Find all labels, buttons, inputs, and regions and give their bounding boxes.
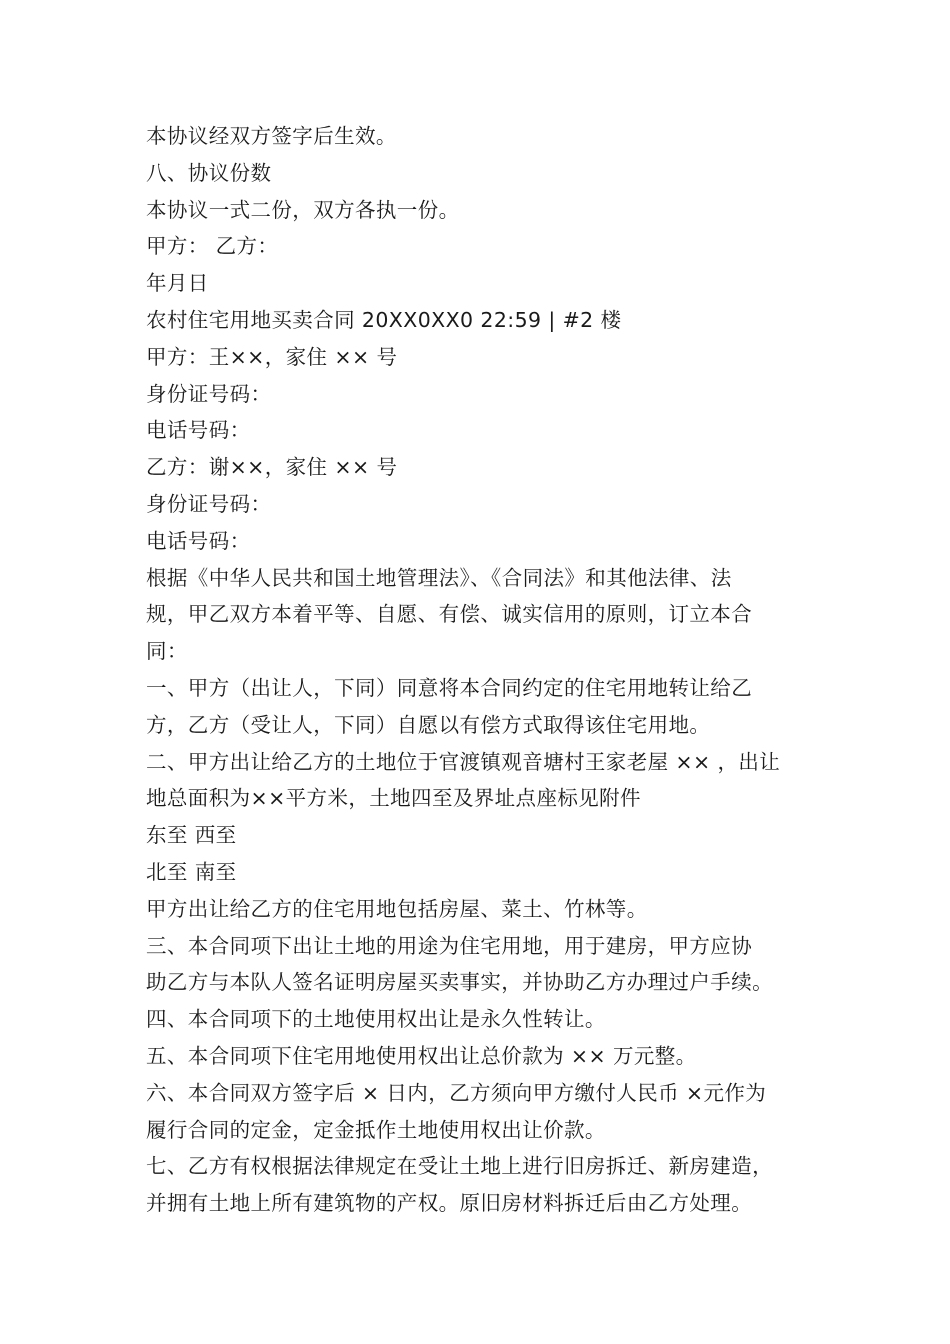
date-line: 年月日 xyxy=(146,271,209,296)
clause-line: 六、本合同双方签字后 × 日内，乙方须向甲方缴付人民币 ×元作为 xyxy=(146,1080,767,1105)
party-a-line: 甲方：王××，家住 ×× 号 xyxy=(146,344,398,369)
clause-line: 地总面积为××平方米，土地四至及界址点座标见附件 xyxy=(146,786,641,811)
text-line: 甲方出让给乙方的住宅用地包括房屋、菜土、竹林等。 xyxy=(146,896,648,921)
clause-line: 一、甲方（出让人，下同）同意将本合同约定的住宅用地转让给乙 xyxy=(146,675,753,700)
signature-line: 甲方： 乙方： xyxy=(146,234,279,259)
section-heading: 八、协议份数 xyxy=(146,160,272,185)
clause-line: 助乙方与本队人签名证明房屋买卖事实，并协助乙方办理过户手续。 xyxy=(146,970,773,995)
text-line: 本协议经双方签字后生效。 xyxy=(146,124,397,148)
party-b-line: 乙方：谢××，家住 ×× 号 xyxy=(146,455,398,480)
clause-line: 二、甲方出让给乙方的土地位于官渡镇观音塘村王家老屋 ×× ，出让 xyxy=(146,749,781,774)
document-body xyxy=(146,118,836,1222)
text-line: 根据《中华人民共和国土地管理法》、《合同法》和其他法律、法 xyxy=(146,565,732,590)
text-line: 同： xyxy=(146,639,188,664)
text-line: 规，甲乙双方本着平等、自愿、有偿、诚实信用的原则，订立本合 xyxy=(146,602,753,627)
clause-line: 履行合同的定金，定金抵作土地使用权出让价款。 xyxy=(146,1117,606,1142)
document-title: 农村住宅用地买卖合同 20XX0XX0 22:59 | #2 楼 xyxy=(146,307,622,332)
clause-line: 并拥有土地上所有建筑物的产权。原旧房材料拆迁后由乙方处理。 xyxy=(146,1191,753,1216)
id-number-line: 身份证号码： xyxy=(146,381,272,406)
phone-number-line: 电话号码： xyxy=(146,418,251,443)
clause-line: 方，乙方（受让人，下同）自愿以有偿方式取得该住宅用地。 xyxy=(146,712,711,737)
clause-line: 五、本合同项下住宅用地使用权出让总价款为 ×× 万元整。 xyxy=(146,1043,697,1068)
clause-line: 三、本合同项下出让土地的用途为住宅用地，用于建房，甲方应协 xyxy=(146,933,753,958)
text-line: 本协议一式二份，双方各执一份。 xyxy=(146,197,460,222)
clause-line: 七、乙方有权根据法律规定在受让土地上进行旧房拆迁、新房建造， xyxy=(146,1154,773,1179)
clause-line: 四、本合同项下的土地使用权出让是永久性转让。 xyxy=(146,1007,606,1032)
boundary-line: 东至 西至 xyxy=(146,823,237,848)
phone-number-line: 电话号码： xyxy=(146,528,251,553)
id-number-line: 身份证号码： xyxy=(146,491,272,516)
boundary-line: 北至 南至 xyxy=(146,859,237,884)
